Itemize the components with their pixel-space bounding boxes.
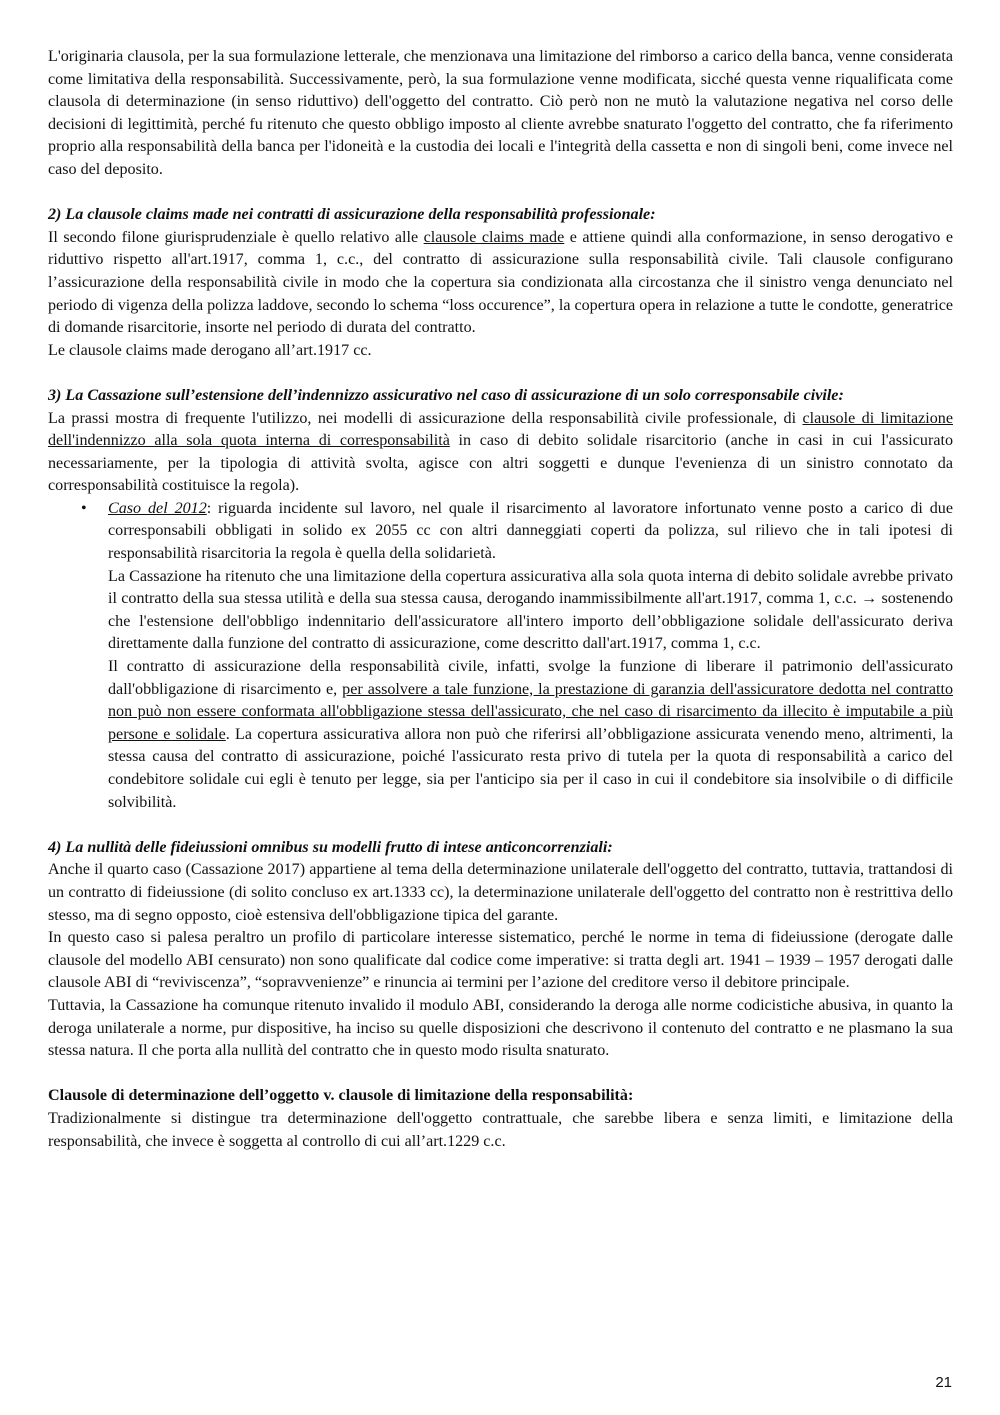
intro-paragraph: L'originaria clausola, per la sua formulazione letterale, che menzionava una limitazione del rimborso a carico della banca, venne considerata come limitativa della responsabilità. Successivamente, però, la sua formulazione venne modificata, sicché questa venne riqualificata come clausola di determinazione (in senso riduttivo) dell'oggetto del contratto. Ciò però non ne mutò la valutazione negativa nel corso delle decisioni di legittimità, perché fu ritenuto che questo obbligo imposto al cliente avrebbe snaturato l'oggetto del contratto, che fa riferimento proprio alla responsabilità della banca per l'idoneità e la custodia dei locali e l'integrità della cassetta e non di singoli beni, come invece nel caso del deposito. [48, 48, 953, 178]
section-4-paragraph-1: Anche il quarto caso (Cassazione 2017) appartiene al tema della determinazione unilaterale dell'oggetto del contratto, tuttavia, trattandosi di un contratto di fideiussione (di solito concluso ex art.1333 cc), la determinazione unilaterale dell'oggetto del contratto non è restrittiva dello stesso, ma di segno opposto, cioè estensiva dell'obbligazione tipica del garante. [48, 861, 953, 924]
case-title: Caso del 2012 [108, 499, 207, 517]
section-5-paragraph-1: Tradizionalmente si distingue tra determinazione dell'oggetto contrattuale, che sarebbe libera e senza limiti, e limitazione della responsabilità, che invece è soggetta al controllo di cui all’art.1229 c.c. [48, 1109, 953, 1150]
case-paragraph-2: La Cassazione ha ritenuto che una limitazione della copertura assicurativa alla sola quota interna di debito solidale avrebbe privato il contratto della sua stessa utilità e della sua stessa causa, derogando inammissibilmente all'art.1917, comma 1, c.c. → sostenendo che l'estensione dell'obbligo indennitario dell'assicuratore all'intero importo dell’obbligazione solidale dell'assicurato deriva direttamente dalla funzione del contratto di assicurazione, come descritto dall'art.1917, comma 1, c.c. [108, 567, 953, 653]
section-4-heading: 4) La nullità delle fideiussioni omnibus su modelli frutto di intese anticoncorrenziali: [48, 838, 613, 856]
text-run: La prassi mostra di frequente l'utilizzo, nei modelli di assicurazione della responsabilità civile professionale, di [48, 409, 803, 427]
text-run: in caso di debito solidale risarcitorio (anche in casi in cui l'assicurato necessariamente, per la tipologia di attività svolta, agisce con altri soggetti e dunque l'evenienza di un sinistro connotato da corresponsabilità costituisce la regola). [48, 432, 953, 495]
section-5-heading: Clausole di determinazione dell’oggetto v. clausole di limitazione della responsabilità: [48, 1087, 634, 1105]
case-paragraph-1 [108, 498, 953, 566]
section-4-paragraph-3: Tuttavia, la Cassazione ha comunque ritenuto invalido il modulo ABI, considerando la deroga alle norme codicistiche abusiva, in quanto la deroga unilaterale a norme, pur dispositive, ha inciso su quelle disposizioni che descrivono il contenuto del contratto e ne plasmano la sua stessa natura. Il che porta alla nullità del contratto che in questo modo risulta snaturato. [48, 996, 953, 1060]
text-run: Il contratto di assicurazione della responsabilità civile, infatti, svolge la funzione di liberare il patrimonio dell'assicurato dall'obbligazione di risarcimento e, [108, 658, 953, 698]
document-page [48, 46, 953, 1153]
section-2-paragraph-1 [48, 227, 953, 340]
underlined-text: clausole di limitazione dell'indennizzo alla sola quota interna di corresponsabilità [48, 409, 953, 450]
section-3-heading: 3) La Cassazione sull’estensione dell’indennizzo assicurativo nel caso di assicurazione di un solo corresponsabile civile: [48, 386, 844, 404]
underlined-text: clausole claims made [423, 228, 565, 246]
list-item [48, 498, 953, 814]
page-number: 21 [935, 1374, 952, 1391]
text-run: Il secondo filone giurisprudenziale è quello relativo alle [48, 228, 424, 246]
bullet-icon: • [81, 499, 87, 517]
text-run: . La copertura assicurativa allora non può che riferirsi all’obbligazione assicurata venendo meno, altrimenti, la stessa causa del contratto di assicurazione, poiché l'assicurato resta privo di tutela per la quota di responsabilità a carico del condebitore solidale cui egli è tenuto per legge, sia per l'anticipo sia per il caso in cui il condebitore sia insolvibile o di difficile solvibilità. [108, 725, 953, 811]
section-3-paragraph-1 [48, 408, 953, 498]
section-2-heading: 2) La clausole claims made nei contratti di assicurazione della responsabilità professionale: [48, 206, 656, 224]
section-4-paragraph-2: In questo caso si palesa peraltro un profilo di particolare interesse sistematico, perché le norme in tema di fideiussione (derogate dalle clausole del modello ABI censurato) non sono qualificate dal codice come imperative: si tratta degli art. 1941 – 1939 – 1957 derogati dalle clausole ABI di “reviviscenza”, “sopravvenienze” e rinuncia ai termini per l’azione del creditore verso il debitore principale. [48, 929, 953, 992]
section-2-paragraph-2: Le clausole claims made derogano all’art.1917 cc. [48, 341, 372, 359]
text-run: e attiene quindi alla conformazione, in senso derogativo e riduttivo rispetto all'art.1917, comma 1, c.c., del contratto di assicurazione sulla responsabilità civile. Tali clausole configurano l’assicurazione della responsabilità civile in modo che la copertura sia condizionata alla circostanza che il sinistro venga denunciato nel periodo di vigenza della polizza laddove, secondo lo schema “loss occurence”, la copertura opera in relazione a tutte le condotte, generatrice di domande risarcitorie, insorte nel periodo di durata del contratto. [48, 228, 953, 337]
case-paragraph-3 [108, 656, 953, 814]
case-list [48, 498, 953, 814]
underlined-text: per assolvere a tale funzione, la prestazione di garanzia dell'assicuratore dedotta nel contratto non può non essere conformata all'obbligazione stessa dell'assicurato, che nel caso di risarcimento da illecito è imputabile a più persone e solidale [108, 680, 953, 743]
text-run: : riguarda incidente sul lavoro, nel quale il risarcimento al lavoratore infortunato venne posto a carico di due corresponsabili obbligati in solido ex 2055 cc con altri danneggiati coperti da polizza, sul rilievo che in tali ipotesi di responsabilità risarcitoria la regola è quella della solidarietà. [108, 499, 953, 563]
